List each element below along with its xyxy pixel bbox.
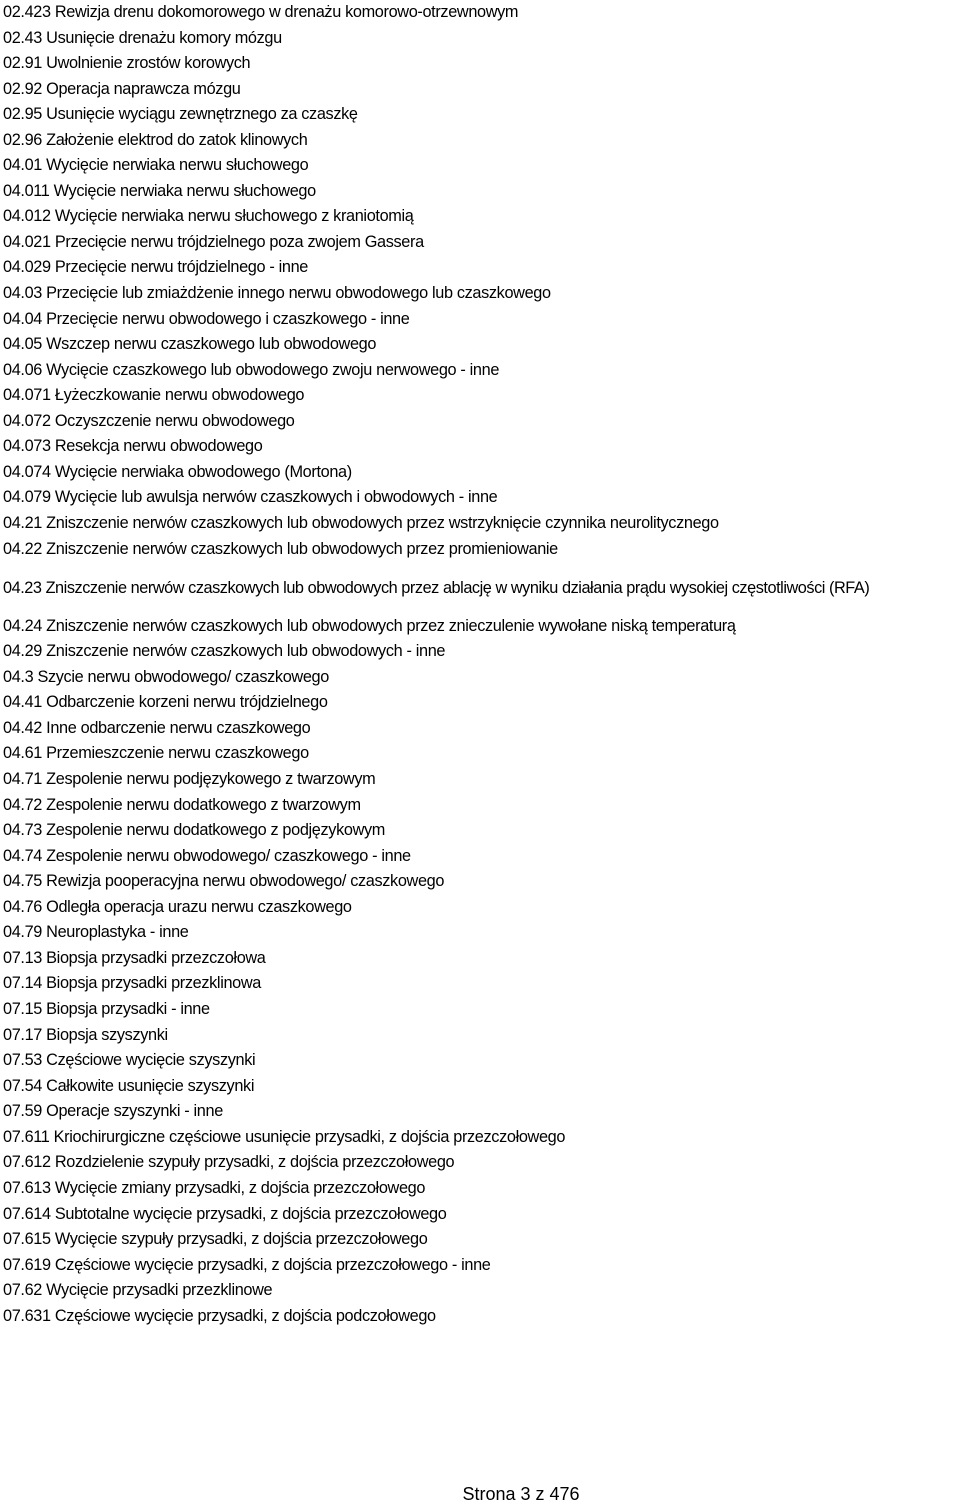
list-item: 07.54 Całkowite usunięcie szyszynki: [3, 1077, 255, 1095]
list-item: 04.71 Zespolenie nerwu podjęzykowego z twarzowym: [3, 770, 376, 788]
list-item: 07.619 Częściowe wycięcie przysadki, z dojścia przezczołowego - inne: [3, 1256, 491, 1274]
list-item: 04.074 Wycięcie nerwiaka obwodowego (Mortona): [3, 463, 352, 481]
list-item: 04.79 Neuroplastyka - inne: [3, 923, 189, 941]
list-item: 04.42 Inne odbarczenie nerwu czaszkowego: [3, 719, 311, 737]
list-item: 04.41 Odbarczenie korzeni nerwu trójdzielnego: [3, 693, 328, 711]
list-item: 04.04 Przecięcie nerwu obwodowego i czaszkowego - inne: [3, 310, 410, 328]
list-item: 02.43 Usunięcie drenażu komory mózgu: [3, 29, 282, 47]
list-item: 07.13 Biopsja przysadki przezczołowa: [3, 949, 266, 967]
list-item: 04.072 Oczyszczenie nerwu obwodowego: [3, 412, 295, 430]
list-item: 02.95 Usunięcie wyciągu zewnętrznego za czaszkę: [3, 105, 358, 123]
list-item: 04.012 Wycięcie nerwiaka nerwu słuchowego z kraniotomią: [3, 207, 414, 225]
list-item: 07.611 Kriochirurgiczne częściowe usunięcie przysadki, z dojścia przezczołowego: [3, 1128, 566, 1146]
list-item: 02.423 Rewizja drenu dokomorowego w drenażu komorowo-otrzewnowym: [3, 3, 519, 21]
list-item: 07.612 Rozdzielenie szypuły przysadki, z dojścia przezczołowego: [3, 1153, 455, 1171]
list-item: 04.011 Wycięcie nerwiaka nerwu słuchowego: [3, 182, 316, 200]
page-number: Strona 3 z 476: [462, 1484, 580, 1504]
list-item: 04.073 Resekcja nerwu obwodowego: [3, 437, 263, 455]
list-item: 07.631 Częściowe wycięcie przysadki, z dojścia podczołowego: [3, 1307, 436, 1325]
list-item: 04.071 Łyżeczkowanie nerwu obwodowego: [3, 386, 305, 404]
list-item: 07.14 Biopsja przysadki przezklinowa: [3, 974, 261, 992]
list-item: 04.021 Przecięcie nerwu trójdzielnego poza zwojem Gassera: [3, 233, 424, 251]
list-item: 04.22 Zniszczenie nerwów czaszkowych lub obwodowych przez promieniowanie: [3, 540, 558, 558]
list-item: 04.74 Zespolenie nerwu obwodowego/ czaszkowego - inne: [3, 847, 411, 865]
list-item: 04.06 Wycięcie czaszkowego lub obwodowego zwoju nerwowego - inne: [3, 361, 500, 379]
list-item: 04.73 Zespolenie nerwu dodatkowego z podjęzykowym: [3, 821, 385, 839]
list-item: 04.61 Przemieszczenie nerwu czaszkowego: [3, 744, 309, 762]
list-item: 04.76 Odległa operacja urazu nerwu czaszkowego: [3, 898, 352, 916]
list-item: 04.01 Wycięcie nerwiaka nerwu słuchowego: [3, 156, 309, 174]
list-item: 07.59 Operacje szyszynki - inne: [3, 1102, 223, 1120]
list-item: 04.05 Wszczep nerwu czaszkowego lub obwodowego: [3, 335, 377, 353]
list-item: 04.72 Zespolenie nerwu dodatkowego z twarzowym: [3, 796, 361, 814]
list-item: 04.029 Przecięcie nerwu trójdzielnego - inne: [3, 258, 308, 276]
list-item: 07.614 Subtotalne wycięcie przysadki, z dojścia przezczołowego: [3, 1205, 447, 1223]
list-item: 02.96 Założenie elektrod do zatok klinowych: [3, 131, 308, 149]
list-item: 02.92 Operacja naprawcza mózgu: [3, 80, 241, 98]
list-item: 04.29 Zniszczenie nerwów czaszkowych lub obwodowych - inne: [3, 642, 446, 660]
list-item: 04.24 Zniszczenie nerwów czaszkowych lub obwodowych przez znieczulenie wywołane niską temperaturą: [3, 617, 736, 635]
list-item: 04.75 Rewizja pooperacyjna nerwu obwodowego/ czaszkowego: [3, 872, 445, 890]
list-item: 04.23 Zniszczenie nerwów czaszkowych lub obwodowych przez ablację w wyniku działania prądu wysokiej częstotliwości (RFA): [3, 579, 870, 597]
list-item: 07.615 Wycięcie szypuły przysadki, z dojścia przezczołowego: [3, 1230, 428, 1248]
list-item: 07.62 Wycięcie przysadki przezklinowe: [3, 1281, 273, 1299]
list-item: 07.53 Częściowe wycięcie szyszynki: [3, 1051, 256, 1069]
list-item: 04.079 Wycięcie lub awulsja nerwów czaszkowych i obwodowych - inne: [3, 488, 498, 506]
list-item: 04.03 Przecięcie lub zmiażdżenie innego nerwu obwodowego lub czaszkowego: [3, 284, 551, 302]
list-item: 07.613 Wycięcie zmiany przysadki, z dojścia przezczołowego: [3, 1179, 426, 1197]
list-item: 02.91 Uwolnienie zrostów korowych: [3, 54, 251, 72]
list-item: 04.21 Zniszczenie nerwów czaszkowych lub obwodowych przez wstrzyknięcie czynnika neurolitycznego: [3, 514, 719, 532]
list-item: 07.15 Biopsja przysadki - inne: [3, 1000, 210, 1018]
list-item: 07.17 Biopsja szyszynki: [3, 1026, 168, 1044]
list-item: 04.3 Szycie nerwu obwodowego/ czaszkowego: [3, 668, 329, 686]
